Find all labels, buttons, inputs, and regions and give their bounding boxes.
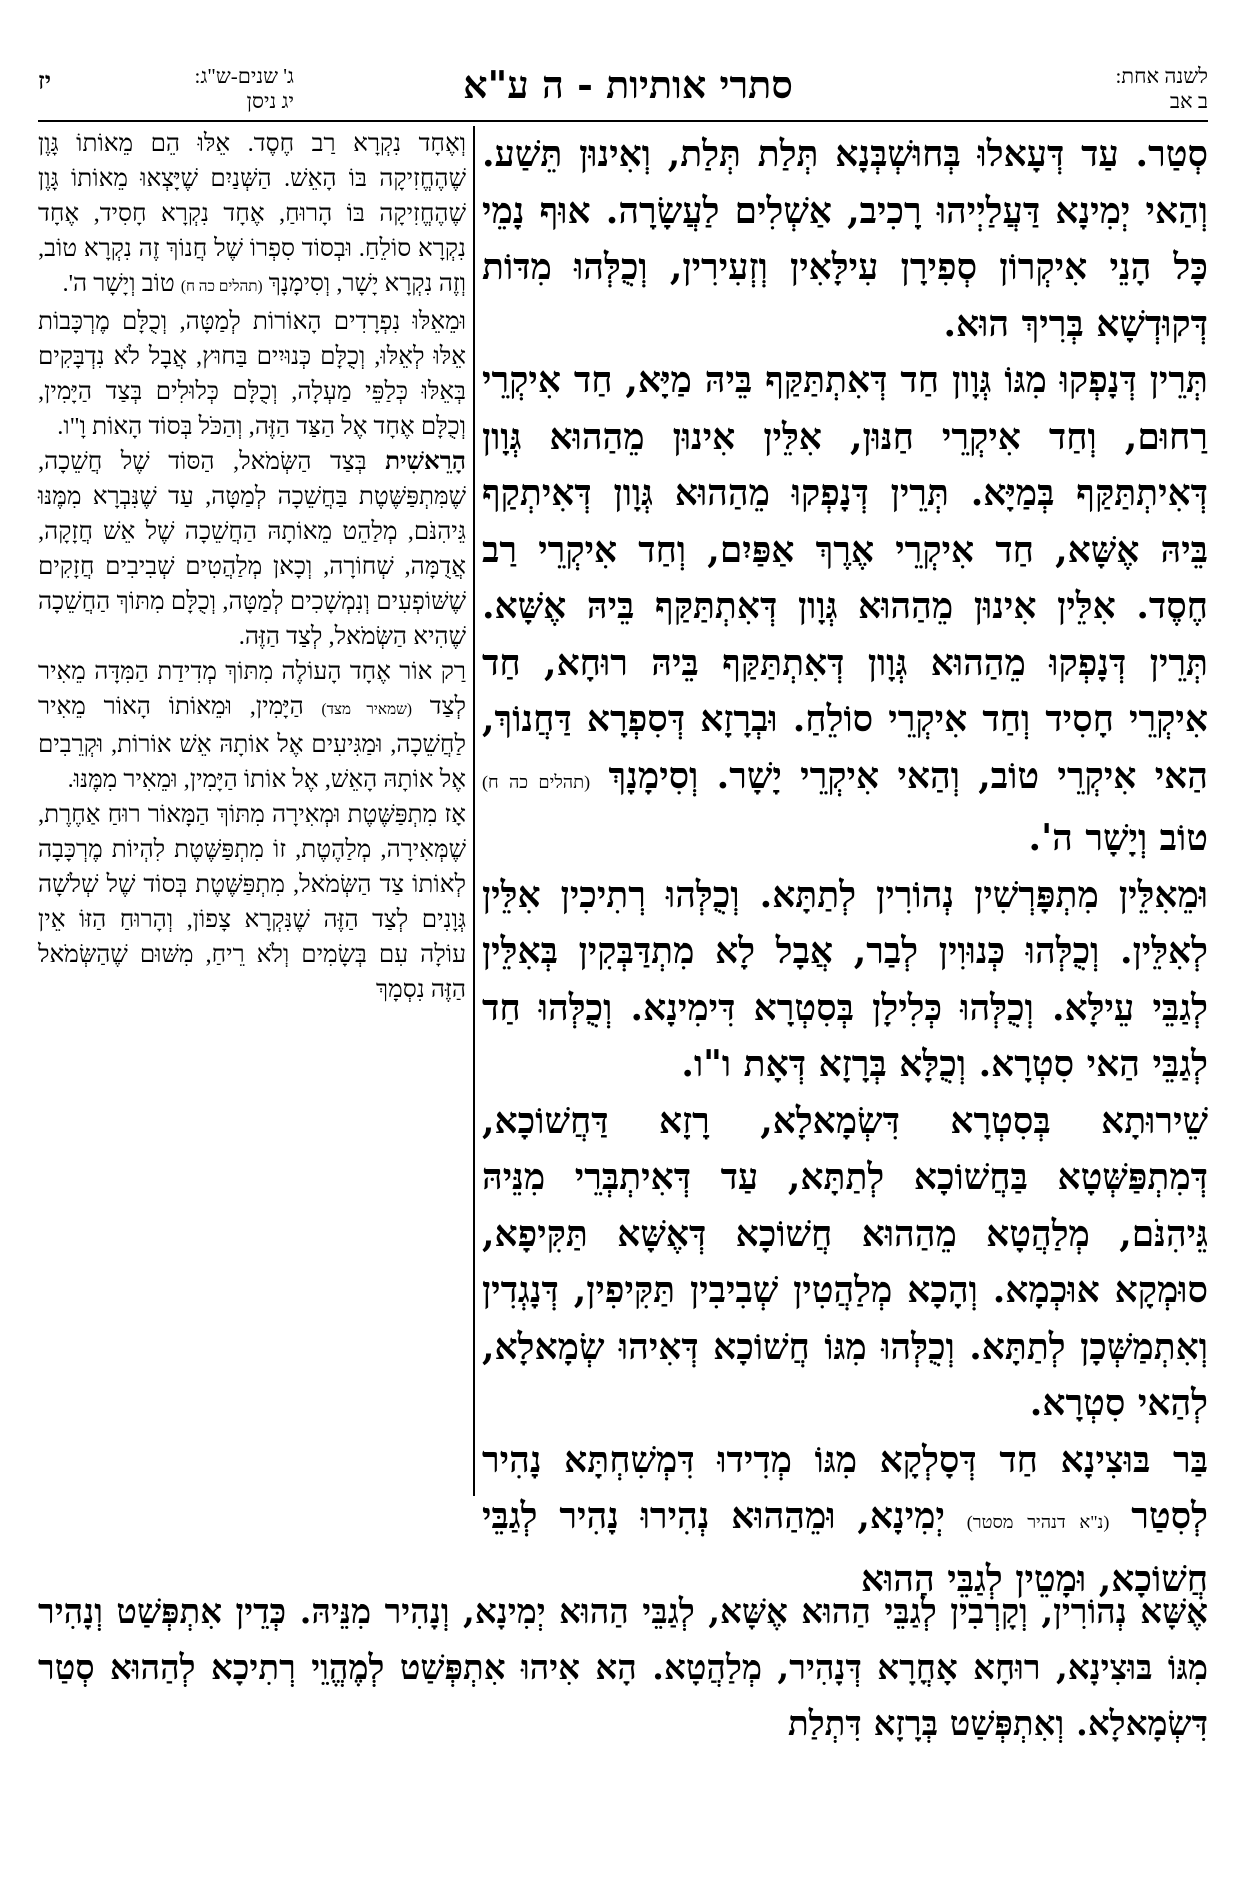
side-paragraph-text: רַק אוֹר אֶחָד הָעוֹלֶה מִתּוֹךְ מְדִידַת הַמִּדָּה מֵאִיר לְצַד [38, 658, 467, 720]
main-paragraph [482, 1432, 1208, 1608]
source-reference: (תהלים כה ח) [180, 278, 263, 295]
page-title: סתרי אותיות - ה ע"א [463, 62, 793, 107]
page-number: יז [38, 66, 51, 95]
side-paragraph-text: בְּצַד הַשְּׂמֹאל, הַסּוֹד שֶׁל חֲשֵׁכָה, שֶׁמִּתְפַּשֶּׁטֶת בַּחֲשֵׁכָה לְמַטָּה, עַד שֶׁנִּבְרָא מִמֶּנּוּ גֵּיהִנֹּם, מְלַהֵט מֵאוֹתָהּ הַחֲשֵׁכָה שֶׁל אֵשׁ חֲזָקָה, אֲדֻמָּה, שְׁחוֹרָה, וְכָאן מְלַהֲטִים שְׁבִיבִים חֲזָקִים שֶׁשּׁוֹפְעִים וְנִמְשָׁכִים לְמַטָּה, וְכֻלָּם מִתּוֹךְ הַחֲשֵׁכָה שֶׁהִיא הַשְּׂמֹאל, לְצַד הַזֶּה. [38, 448, 466, 650]
side-paragraph [38, 654, 466, 797]
main-paragraph-text: יְמִינָא, וּמֵהַהוּא נְהִירוּ נָהִיר לְגַבֵּי חֲשׁוֹכָא, וּמָטֵין לְגַבֵּי הַהוּא [482, 1495, 1208, 1600]
side-paragraph-text: הַיָּמִין, וּמֵאוֹתוֹ הָאוֹר מֵאִיר לַחֲשֵׁכָה, וּמַגִּיעִים אֶל אוֹתָהּ אֵשׁ אוֹרוֹת, וּקְרֵבִים אֶל אוֹתָהּ הָאֵשׁ, אֶל אוֹתוֹ הַיָּמִין, וּמֵאִיר מִמֶּנּוּ. [38, 693, 466, 793]
verse-quote: טוֹב וְיָשָׁר ה'. [62, 270, 175, 297]
header-schedule-date: ב אב [1169, 89, 1208, 113]
main-paragraph: סְטַר. עַד דְּעָאלוּ בְּחוּשְׁבְּנָא תְּלַת תְּלַת, וְאִינוּן תֵּשַׁע. וְהַאי יְמִינָא דַּעֲלַיְיהוּ רָכִיב, אַשְׁלִים לַעֲשָׂרָה. אוּף נָמֵי כָּל הָנֵי אִיקְרוֹן סְפִירָן עִילָּאִין וְזְעִירִין, וְכֻלְּהוּ מִדּוֹת דְּקוּדְשָׁא בְּרִיךְ הוּא. [482, 133, 1208, 345]
verse-quote: טוֹב וְיָשָׁר ה'. [1028, 817, 1208, 859]
header-right-info [1048, 64, 1208, 114]
header-cycle-date: יג ניסן [246, 89, 294, 113]
main-paragraph: שֵׁירוּתָא בְּסִטְרָא דִּשְׂמָאלָא, רָזָא דַּחֲשׁוֹכָא, דְּמִתְפַּשְּׁטָא בַּחֲשׁוֹכָא לְתַתָּא, עַד דְּאִיתְבְּרֵי מִנֵּיהּ גֵּיהִנֹּם, מְלַהֲטָא מֵהַהוּא חֲשׁוֹכָא דְּאֶשָּׁא תַּקִּיפָא, סוּמְקָא אוּכְמָא. וְהָכָא מְלַהֲטִין שְׁבִיבִין תַּקִּיפִין, דְּנָגְדִין וְאִתְמַשְּׁכָן לְתַתָּא. וְכֻלְּהוּ מִגּוֹ חֲשׁוֹכָא דְּאִיהוּ שְׂמָאלָא, לְהַאי סִטְרָא. [482, 1099, 1208, 1424]
header-schedule-label: לשנה אחת: [1115, 64, 1208, 88]
side-hebrew-translation-column [38, 126, 466, 1496]
column-divider [473, 126, 475, 1496]
siman-word: וְסִימָנָךְ [608, 754, 699, 797]
main-paragraph [482, 352, 1208, 867]
side-paragraph: אָז מִתְפַּשֶּׁטֶת וּמְאִירָה מִתּוֹךְ הַמָּאוֹר רוּחַ אַחֶרֶת, שֶׁמְּאִירָה, מְלַהֶטֶת, זוֹ מִתְפַּשֶּׁטֶת לִהְיוֹת מֶרְכָּבָה לְאוֹתוֹ צַד הַשְּׂמֹאל, מִתְפַּשֶּׁטֶת בְּסוֹד שֶׁל שְׁלֹשָׁה גְּוָנִים לְצַד הַזֶּה שֶׁנִּקְרָא צָפוֹן, וְהָרוּחַ הַזּוֹ אֵין עוֹלָה עִם בְּשָׂמִים וְלֹא רֵיחַ, מִשּׁוּם שֶׁהַשְּׂמֹאל הַזֶּה נִסְמָךְ [38, 801, 466, 1003]
variant-reference: (שמאיר מצד) [321, 701, 412, 718]
lead-word: הָרֵאשִׁית [385, 448, 466, 475]
header-cycle-label: ג' שנים-ש"ג: [194, 64, 294, 88]
page-header [38, 62, 1208, 118]
main-paragraph: וּמֵאִלֵּין מִתְפָּרְשִׁין נְהוֹרִין לְתַתָּא. וְכֻלְּהוּ רְתִיכִין אִלֵּין לְאִלֵּין. וְכֻלְּהוּ כְּנוּוִין לְבַר, אֲבָל לָא מִתְדַּבְּקִין בְּאִלֵּין לְגַבֵּי עֵילָּא. וְכֻלְּהוּ כְּלִילָן בְּסִטְרָא דִּימִינָא. וְכֻלְּהוּ חַד לְגַבֵּי הַאי סִטְרָא. וְכֻלָּא בְּרָזָא דְּאָת ו"ו. [482, 873, 1208, 1085]
source-reference: (תהלים כה ח) [482, 771, 591, 792]
bottom-paragraph: אֶשָּׁא נְהוֹרִין, וְקָרְבִין לְגַבֵּי הַהוּא אֶשָּׁא, לְגַבֵּי הַהוּא יְמִינָא, וְנָהִיר מִנֵּיהּ. כְּדֵין אִתְפְּשַׁט וְנָהִיר מִגּוֹ בּוּצִינָא, רוּחָא אָחֳרָא דְּנָהִיר, מְלַהֲטָא. הָא אִיהוּ אִתְפְּשַׁט לְמֶהֱוֵי רְתִיכָא לְהַהוּא סְטַר דִּשְׂמָאלָא. וְאִתְפְּשַׁט בְּרָזָא דִּתְלַת [38, 1592, 1208, 1744]
side-paragraph-text: וְאֶחָד נִקְרָא רַב חֶסֶד. אֵלּוּ הֵם מֵאוֹתוֹ גָּוֶן שֶׁהֶחֱזִיקָה בּוֹ הָאֵשׁ. הַשְּׁנַיִם שֶׁיָּצְאוּ מֵאוֹתוֹ גָּוֶן שֶׁהֶחֱזִיקָה בּוֹ הָרוּחַ, אֶחָד נִקְרָא חָסִיד, אֶחָד נִקְרָא סוֹלֵחַ. וּבְסוֹד סִפְרוֹ שֶׁל חֲנוֹךְ זֶה נִקְרָא טוֹב, וְזֶה נִקְרָא יָשָׁר, וְסִימָנָךְ [38, 130, 466, 297]
header-rule [38, 120, 1208, 122]
main-paragraph-text: תְּרֵין דְּנָפְקוּ מִגּוֹ גְּוָון חַד דְּאִתְתַּקַּף בֵּיהּ מַיָּא, חַד אִיקְרֵי רַחוּם, וְחַד אִיקְרֵי חַנּוּן, אִלֵּין אִינוּן מֵהַהוּא גְּוָון דְּאִיתְתַּקַּף בְּמַיָּא. תְּרֵין דְּנָפְקוּ מֵהַהוּא גְּוָון דְּאִיתְקַף בֵּיהּ אֶשָּׁא, חַד אִיקְרֵי אֶרֶךְ אַפַּיִם, וְחַד אִיקְרֵי רַב חֶסֶד. אִלֵּין אִינוּן מֵהַהוּא גְּוָון דְּאִתְתַּקַּף בֵּיהּ אֶשָּׁא. תְּרֵין דְּנָפְקוּ מֵהַהוּא גְּוָון דְּאִתְתַּקַּף בֵּיהּ רוּחָא, חַד אִיקְרֵי חָסִיד וְחַד אִיקְרֵי סוֹלֵחַ. וּבְרָזָא דְּסִפְרָא דַּחֲנוֹךְ, הַאי אִיקְרֵי טוֹב, וְהַאי אִיקְרֵי יָשָׁר. [482, 359, 1208, 797]
main-aramaic-column [482, 126, 1208, 1600]
bottom-full-width-text [38, 1584, 1208, 1754]
side-paragraph [38, 126, 466, 304]
variant-reference: (נ"א דנהיר מסטר) [966, 1512, 1110, 1532]
main-paragraph-text: בַּר בּוּצִינָא חַד דְּסָלְקָא מִגּוֹ מְדִידוּ דִּמְשִׁחְתָּא נָהִיר לְסִטַר [482, 1438, 1208, 1537]
side-paragraph [38, 444, 466, 654]
side-paragraph: וּמֵאֵלּוּ נִפְרָדִים הָאוֹרוֹת לְמַטָּה, וְכֻלָּם מֶרְכָּבוֹת אֵלּוּ לְאֵלּוּ, וְכֻלָּם כְּנוּיִים בַּחוּץ, אֲבָל לֹא נִדְבָּקִים בְּאֵלּוּ כְּלַפֵּי מַעְלָה, וְכֻלָּם כְּלוּלִים בְּצַד הַיָּמִין, וְכֻלָּם אֶחָד אֶל הַצַּד הַזֶּה, וְהַכֹּל בְּסוֹד הָאוֹת וָ"ו. [38, 308, 466, 440]
header-left-info [94, 64, 294, 114]
